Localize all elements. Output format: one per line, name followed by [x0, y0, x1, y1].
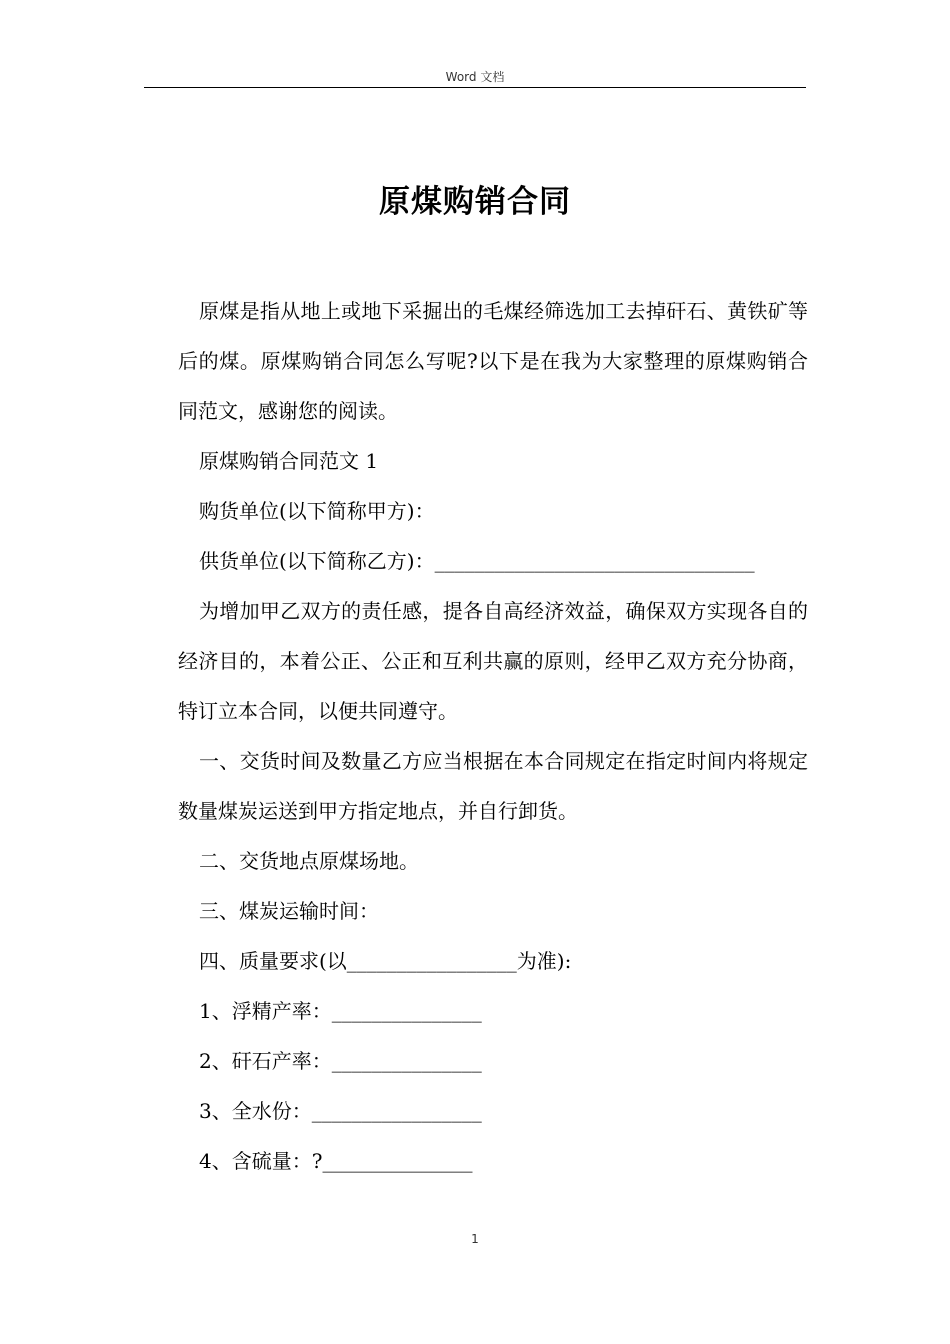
paragraph-purpose: 为增加甲乙双方的责任感，提各自高经济效益，确保双方实现各自的经济目的，本着公正、公正和互利共赢的原则，经甲乙双方充分协商，特订立本合同，以便共同遵守。: [178, 599, 808, 723]
paragraph-item-2: 2、矸石产率：_______________: [199, 1049, 482, 1073]
paragraph-section-title: 原煤购销合同范文 1: [199, 449, 379, 473]
page-header: Word 文档: [445, 70, 505, 84]
document-title: 原煤购销合同: [379, 183, 571, 220]
document-body: [178, 286, 808, 1186]
paragraph-clause-4: 四、质量要求(以_________________为准):: [199, 949, 572, 973]
paragraph-item-1: 1、浮精产率：_______________: [199, 999, 482, 1023]
paragraph-item-3: 3、全水份：_________________: [199, 1099, 482, 1123]
page-number: 1: [471, 1232, 479, 1246]
paragraph-clause-1: 一、交货时间及数量乙方应当根据在本合同规定在指定时间内将规定数量煤炭运送到甲方指定地点，并自行卸货。: [178, 749, 808, 823]
paragraph-intro: 原煤是指从地上或地下采掘出的毛煤经筛选加工去掉矸石、黄铁矿等后的煤。原煤购销合同怎么写呢?以下是在我为大家整理的原煤购销合同范文，感谢您的阅读。: [178, 299, 808, 423]
header-divider: [144, 87, 806, 88]
paragraph-clause-3: 三、煤炭运输时间：: [199, 899, 379, 923]
paragraph-buyer: 购货单位(以下简称甲方)：: [199, 499, 435, 523]
paragraph-item-4: 4、含硫量：?_______________: [199, 1149, 473, 1173]
paragraph-supplier: 供货单位(以下简称乙方)：________________________________: [199, 549, 755, 573]
paragraph-clause-2: 二、交货地点原煤场地。: [199, 849, 419, 873]
